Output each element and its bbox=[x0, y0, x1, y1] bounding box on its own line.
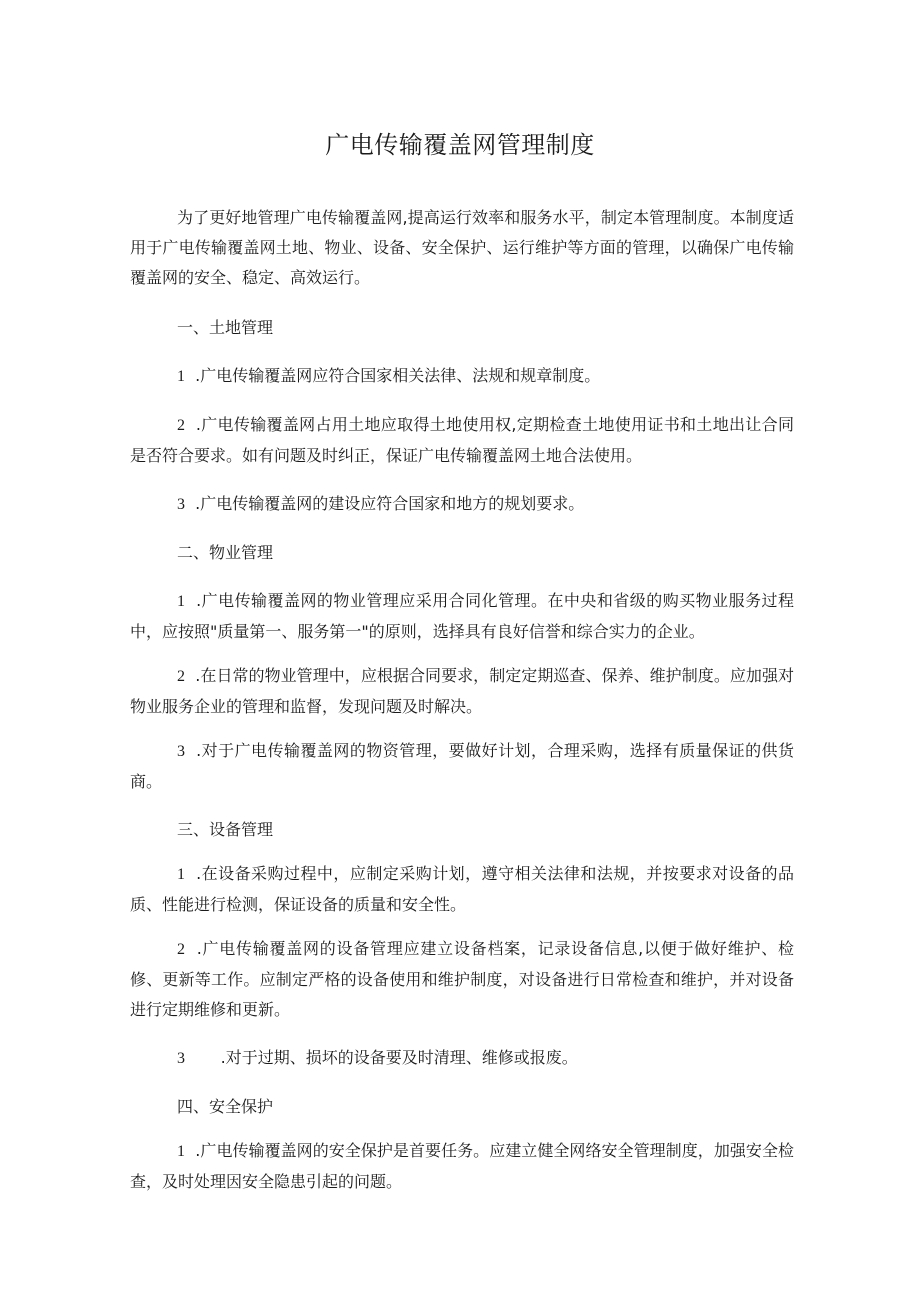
list-item bbox=[130, 410, 794, 471]
item-text: .对于过期、损坏的设备要及时清理、维修或报废。 bbox=[220, 1048, 578, 1067]
item-text: .广电传输覆盖网的安全保护是首要任务。应建立健全网络安全管理制度，加强安全检查，及时处理因安全隐患引起的问题。 bbox=[130, 1141, 794, 1191]
item-text: .广电传输覆盖网的设备管理应建立设备档案，记录设备信息,以便于做好维护、检修、更新等工作。应制定严格的设备使用和维护制度，对设备进行日常检查和维护，并对设备进行定期维修和更新。 bbox=[130, 939, 794, 1019]
list-item bbox=[130, 661, 794, 722]
item-text: .广电传输覆盖网占用土地应取得土地使用权,定期检查土地使用证书和土地出让合同是否符合要求。如有问题及时纠正，保证广电传输覆盖网土地合法使用。 bbox=[130, 415, 794, 465]
item-text: .广电传输覆盖网的建设应符合国家和地方的规划要求。 bbox=[195, 494, 585, 513]
item-text: .在日常的物业管理中，应根据合同要求，制定定期巡查、保养、维护制度。应加强对物业服务企业的管理和监督，发现问题及时解决。 bbox=[130, 666, 794, 716]
item-number: 3 bbox=[177, 743, 185, 760]
list-item bbox=[130, 1043, 794, 1074]
item-text: .广电传输覆盖网的物业管理应采用合同化管理。在中央和省级的购买物业服务过程中，应按照"质量第一、服务第一"的原则，选择具有良好信誉和综合实力的企业。 bbox=[130, 591, 794, 641]
item-number: 1 bbox=[177, 866, 185, 883]
list-item bbox=[130, 859, 794, 920]
item-number: 3 bbox=[177, 496, 185, 513]
section-heading-land: 一、土地管理 bbox=[177, 318, 274, 337]
item-number: 1 bbox=[177, 368, 185, 385]
item-number: 2 bbox=[177, 941, 185, 958]
item-text: .对于广电传输覆盖网的物资管理，要做好计划，合理采购，选择有质量保证的供货商。 bbox=[130, 741, 794, 791]
item-text: .广电传输覆盖网应符合国家相关法律、法规和规章制度。 bbox=[195, 366, 601, 385]
item-number: 1 bbox=[177, 1143, 185, 1160]
list-item bbox=[130, 1136, 794, 1197]
list-item bbox=[130, 586, 794, 647]
item-number: 3 bbox=[177, 1050, 185, 1067]
section-heading-equipment: 三、设备管理 bbox=[177, 820, 274, 839]
section-heading-safety: 四、安全保护 bbox=[177, 1097, 274, 1116]
list-item bbox=[130, 736, 794, 797]
document-body bbox=[130, 203, 794, 1197]
intro-paragraph: 为了更好地管理广电传输覆盖网,提高运行效率和服务水平，制定本管理制度。本制度适用于广电传输覆盖网土地、物业、设备、安全保护、运行维护等方面的管理，以确保广电传输覆盖网的安全、稳定、高效运行。 bbox=[130, 208, 794, 287]
item-number: 2 bbox=[177, 417, 185, 434]
item-text: .在设备采购过程中，应制定采购计划，遵守相关法律和法规，并按要求对设备的品质、性能进行检测，保证设备的质量和安全性。 bbox=[130, 864, 794, 914]
list-item bbox=[130, 361, 794, 392]
item-number: 1 bbox=[177, 593, 185, 610]
list-item bbox=[130, 934, 794, 1025]
list-item bbox=[130, 489, 794, 520]
item-number: 2 bbox=[177, 668, 185, 685]
section-heading-property: 二、物业管理 bbox=[177, 543, 274, 562]
document-title: 广电传输覆盖网管理制度 bbox=[325, 131, 595, 159]
